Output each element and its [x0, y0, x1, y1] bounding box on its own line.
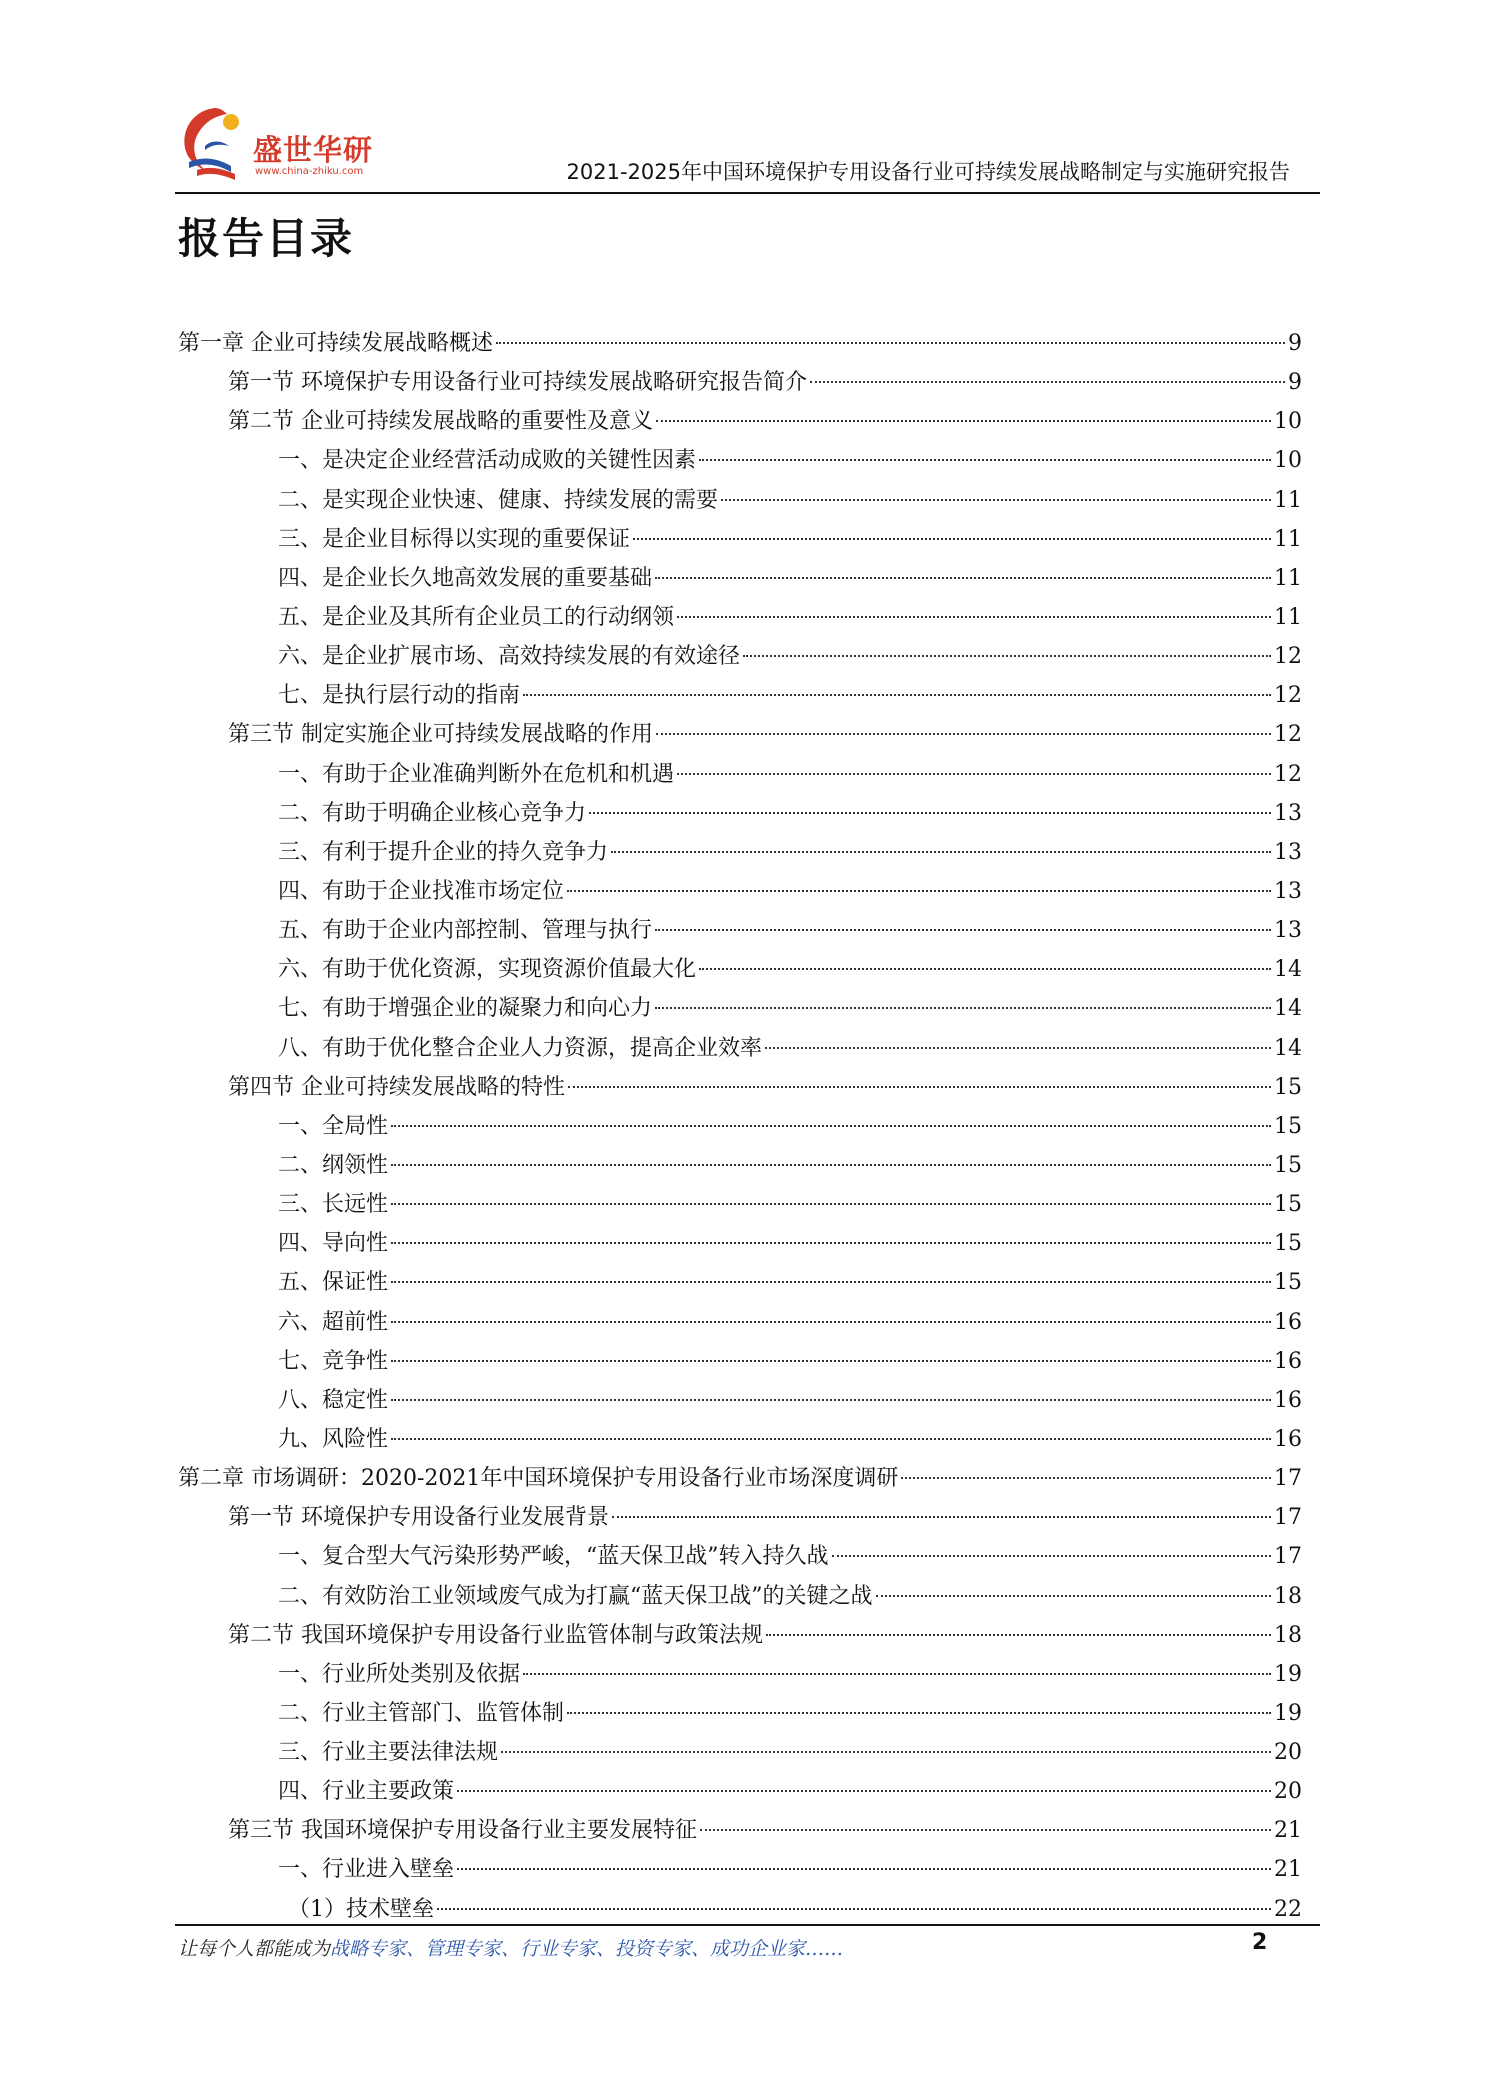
toc-entry-page: 11: [1274, 487, 1302, 513]
toc-leader-dots: [655, 929, 1271, 931]
toc-entry-page: 17: [1274, 1544, 1302, 1570]
toc-entry-title: 一、全局性: [278, 1113, 389, 1139]
toc-entry-page: 10: [1274, 448, 1302, 474]
toc-entry[interactable]: [178, 1459, 1302, 1498]
toc-entry-title: 第一节 环境保护专用设备行业可持续发展战略研究报告简介: [228, 370, 807, 396]
toc-entry-title: 第二章 市场调研：2020-2021年中国环境保护专用设备行业市场深度调研: [178, 1466, 899, 1492]
toc-leader-dots: [677, 773, 1271, 775]
toc-leader-dots: [457, 1790, 1271, 1792]
toc-leader-dots: [523, 1673, 1271, 1675]
toc-entry-title: 九、风险性: [278, 1426, 389, 1452]
toc-entry-title: 六、有助于优化资源，实现资源价值最大化: [278, 957, 697, 983]
toc-entry-page: 14: [1274, 996, 1302, 1022]
toc-entry-page: 18: [1274, 1583, 1302, 1609]
footer-divider: [175, 1924, 1320, 1926]
toc-entry-page: 21: [1274, 1818, 1302, 1844]
toc-entry[interactable]: [178, 1029, 1302, 1068]
toc-entry[interactable]: [178, 1890, 1302, 1929]
toc-entry-page: 15: [1274, 1152, 1302, 1178]
toc-entry-title: 五、有助于企业内部控制、管理与执行: [278, 918, 653, 944]
toc-entry-title: 五、保证性: [278, 1270, 389, 1296]
toc-entry-page: 20: [1274, 1779, 1302, 1805]
toc-leader-dots: [766, 1634, 1271, 1636]
toc-entry-page: 17: [1274, 1505, 1302, 1531]
toc-leader-dots: [501, 1751, 1271, 1753]
toc-entry-title: 三、有利于提升企业的持久竞争力: [278, 839, 609, 865]
toc-leader-dots: [391, 1360, 1271, 1362]
toc-entry-title: 四、行业主要政策: [278, 1779, 455, 1805]
toc-entry-page: 16: [1274, 1387, 1302, 1413]
toc-entry[interactable]: [178, 911, 1302, 950]
toc-entry[interactable]: [178, 481, 1302, 520]
toc-entry-page: 22: [1274, 1896, 1302, 1922]
toc-entry[interactable]: [178, 363, 1302, 402]
page-header: [175, 100, 1320, 195]
toc-entry-page: 12: [1274, 683, 1302, 709]
toc-entry-title: 第一章 企业可持续发展战略概述: [178, 331, 493, 356]
logo-emblem-icon: [175, 100, 255, 190]
toc-leader-dots: [655, 577, 1271, 579]
toc-entry-title: 三、是企业目标得以实现的重要保证: [278, 526, 631, 552]
toc-entry-page: 11: [1274, 565, 1302, 591]
toc-leader-dots: [391, 1203, 1271, 1205]
toc-leader-dots: [876, 1595, 1272, 1597]
toc-leader-dots: [656, 420, 1271, 422]
toc-leader-dots: [457, 1868, 1271, 1870]
toc-entry-page: 15: [1274, 1113, 1302, 1139]
toc-entry[interactable]: [178, 324, 1302, 363]
toc-entry-page: 20: [1274, 1740, 1302, 1766]
toc-entry[interactable]: [178, 989, 1302, 1028]
toc-entry[interactable]: [178, 1068, 1302, 1107]
toc-leader-dots: [437, 1908, 1271, 1910]
footer-slogan-accent: 战略专家、管理专家、行业专家、投资专家、成功企业家……: [330, 1938, 844, 1960]
toc-entry-title: 四、是企业长久地高效发展的重要基础: [278, 565, 653, 591]
toc-entry-title: 七、是执行层行动的指南: [278, 683, 521, 709]
toc-entry[interactable]: [178, 1420, 1302, 1459]
toc-entry-page: 12: [1274, 722, 1302, 748]
toc-entry-title: 一、行业所处类别及依据: [278, 1661, 521, 1687]
footer-slogan-prefix: 让每个人都能成为: [178, 1938, 331, 1960]
page-number: 2: [1252, 1930, 1268, 1955]
toc-entry[interactable]: [178, 1655, 1302, 1694]
toc-entry[interactable]: [178, 794, 1302, 833]
toc-entry[interactable]: [178, 1772, 1302, 1811]
logo-url: www.china-zhiku.com: [255, 166, 364, 177]
toc-entry-title: 七、竞争性: [278, 1348, 389, 1374]
toc-entry-title: 第三节 我国环境保护专用设备行业主要发展特征: [228, 1818, 697, 1844]
toc-leader-dots: [700, 1829, 1271, 1831]
toc-entry[interactable]: [178, 1381, 1302, 1420]
toc-entry-title: 第一节 环境保护专用设备行业发展背景: [228, 1505, 609, 1531]
toc-entry-title: 一、复合型大气污染形势严峻，“蓝天保卫战”转入持久战: [278, 1544, 829, 1570]
toc-leader-dots: [523, 694, 1271, 696]
toc-entry-title: 一、是决定企业经营活动成败的关键性因素: [278, 448, 697, 474]
toc-entry-title: 第四节 企业可持续发展战略的特性: [228, 1074, 565, 1100]
toc-entry-title: 二、纲领性: [278, 1152, 389, 1178]
toc-entry-title: 八、有助于优化整合企业人力资源，提高企业效率: [278, 1035, 763, 1061]
toc-entry-page: 9: [1288, 331, 1302, 356]
toc-leader-dots: [391, 1399, 1271, 1401]
toc-entry-title: 第二节 我国环境保护专用设备行业监管体制与政策法规: [228, 1622, 763, 1648]
toc-entry-page: 16: [1274, 1309, 1302, 1335]
toc-entry[interactable]: [178, 1303, 1302, 1342]
toc-entry-page: 17: [1274, 1466, 1302, 1492]
page-title: 报告目录: [178, 214, 355, 263]
toc-leader-dots: [699, 459, 1271, 461]
toc-entry-page: 14: [1274, 1035, 1302, 1061]
toc-entry-page: 15: [1274, 1231, 1302, 1257]
toc-entry[interactable]: [178, 676, 1302, 715]
toc-leader-dots: [655, 1007, 1271, 1009]
toc-entry[interactable]: [178, 950, 1302, 989]
toc-leader-dots: [567, 1712, 1271, 1714]
toc-leader-dots: [589, 812, 1271, 814]
toc-entry[interactable]: [178, 833, 1302, 872]
toc-leader-dots: [391, 1281, 1271, 1283]
toc-entry[interactable]: [178, 1811, 1302, 1850]
toc-leader-dots: [765, 1047, 1271, 1049]
toc-entry-title: 二、行业主管部门、监管体制: [278, 1700, 565, 1726]
toc-entry-page: 15: [1274, 1074, 1302, 1100]
toc-entry[interactable]: [178, 1263, 1302, 1302]
toc-entry-page: 13: [1274, 878, 1302, 904]
toc-entry[interactable]: [178, 1850, 1302, 1889]
toc-entry[interactable]: [178, 598, 1302, 637]
toc-entry-title: 第三节 制定实施企业可持续发展战略的作用: [228, 722, 653, 748]
toc-entry-page: 9: [1288, 370, 1302, 396]
toc-entry[interactable]: [178, 1185, 1302, 1224]
toc-leader-dots: [391, 1321, 1271, 1323]
toc-entry-page: 11: [1274, 526, 1302, 552]
toc-entry[interactable]: [178, 1537, 1302, 1576]
toc-entry[interactable]: [178, 441, 1302, 480]
toc-entry-title: 第二节 企业可持续发展战略的重要性及意义: [228, 409, 653, 435]
toc-leader-dots: [612, 1516, 1271, 1518]
logo-wordmark: 盛世华研: [253, 133, 374, 167]
toc-leader-dots: [391, 1438, 1271, 1440]
toc-leader-dots: [721, 499, 1271, 501]
toc-entry[interactable]: [178, 872, 1302, 911]
toc-entry-page: 12: [1274, 644, 1302, 670]
toc-leader-dots: [699, 968, 1271, 970]
toc-leader-dots: [391, 1125, 1271, 1127]
toc-entry-page: 12: [1274, 761, 1302, 787]
toc-entry-page: 13: [1274, 918, 1302, 944]
toc-entry-page: 13: [1274, 800, 1302, 826]
toc-entry-title: 六、超前性: [278, 1309, 389, 1335]
toc-entry[interactable]: [178, 1107, 1302, 1146]
toc-leader-dots: [832, 1555, 1272, 1557]
toc-entry-title: 一、有助于企业准确判断外在危机和机遇: [278, 761, 675, 787]
toc-entry-page: 16: [1274, 1348, 1302, 1374]
toc-entry-page: 14: [1274, 957, 1302, 983]
toc-leader-dots: [810, 381, 1285, 383]
table-of-contents: [178, 324, 1302, 1929]
toc-entry[interactable]: [178, 1498, 1302, 1537]
toc-entry-title: 七、有助于增强企业的凝聚力和向心力: [278, 996, 653, 1022]
toc-entry-title: 二、有效防治工业领域废气成为打赢“蓝天保卫战”的关键之战: [278, 1583, 873, 1609]
toc-entry-page: 18: [1274, 1622, 1302, 1648]
toc-entry[interactable]: [178, 1733, 1302, 1772]
toc-entry-title: （1）技术壁垒: [288, 1896, 434, 1922]
toc-entry[interactable]: [178, 1694, 1302, 1733]
toc-entry-page: 15: [1274, 1270, 1302, 1296]
toc-entry-title: 三、行业主要法律法规: [278, 1740, 499, 1766]
toc-leader-dots: [611, 851, 1271, 853]
header-divider: [175, 192, 1320, 194]
toc-entry[interactable]: [178, 715, 1302, 754]
toc-leader-dots: [567, 890, 1271, 892]
toc-leader-dots: [391, 1242, 1271, 1244]
footer-slogan: [178, 1934, 843, 1961]
toc-entry-title: 四、有助于企业找准市场定位: [278, 878, 565, 904]
toc-leader-dots: [633, 538, 1271, 540]
toc-entry[interactable]: [178, 637, 1302, 676]
toc-entry-page: 13: [1274, 839, 1302, 865]
toc-entry[interactable]: [178, 1146, 1302, 1185]
toc-entry-page: 19: [1274, 1661, 1302, 1687]
toc-entry-page: 11: [1274, 604, 1302, 630]
toc-entry[interactable]: [178, 559, 1302, 598]
toc-entry-page: 21: [1274, 1857, 1302, 1883]
toc-entry[interactable]: [178, 402, 1302, 441]
toc-entry[interactable]: [178, 1224, 1302, 1263]
toc-entry-page: 15: [1274, 1192, 1302, 1218]
toc-leader-dots: [391, 1164, 1271, 1166]
report-title: 2021-2025年中国环境保护专用设备行业可持续发展战略制定与实施研究报告: [566, 160, 1290, 184]
toc-entry-title: 四、导向性: [278, 1231, 389, 1257]
toc-leader-dots: [568, 1086, 1271, 1088]
toc-leader-dots: [677, 616, 1271, 618]
toc-entry[interactable]: [178, 755, 1302, 794]
company-logo: [175, 100, 435, 190]
toc-entry-title: 五、是企业及其所有企业员工的行动纲领: [278, 604, 675, 630]
toc-leader-dots: [496, 342, 1285, 344]
toc-entry[interactable]: [178, 1342, 1302, 1381]
toc-entry-title: 六、是企业扩展市场、高效持续发展的有效途径: [278, 644, 741, 670]
toc-entry[interactable]: [178, 1577, 1302, 1616]
toc-entry-title: 八、稳定性: [278, 1387, 389, 1413]
toc-entry-page: 10: [1274, 409, 1302, 435]
toc-leader-dots: [656, 733, 1271, 735]
toc-entry-title: 二、是实现企业快速、健康、持续发展的需要: [278, 487, 719, 513]
toc-entry-title: 一、行业进入壁垒: [278, 1857, 455, 1883]
toc-entry-page: 16: [1274, 1426, 1302, 1452]
toc-entry[interactable]: [178, 520, 1302, 559]
toc-entry-title: 二、有助于明确企业核心竞争力: [278, 800, 587, 826]
toc-entry-title: 三、长远性: [278, 1192, 389, 1218]
toc-entry[interactable]: [178, 1616, 1302, 1655]
toc-entry-page: 19: [1274, 1700, 1302, 1726]
toc-leader-dots: [743, 655, 1271, 657]
toc-leader-dots: [901, 1477, 1271, 1479]
